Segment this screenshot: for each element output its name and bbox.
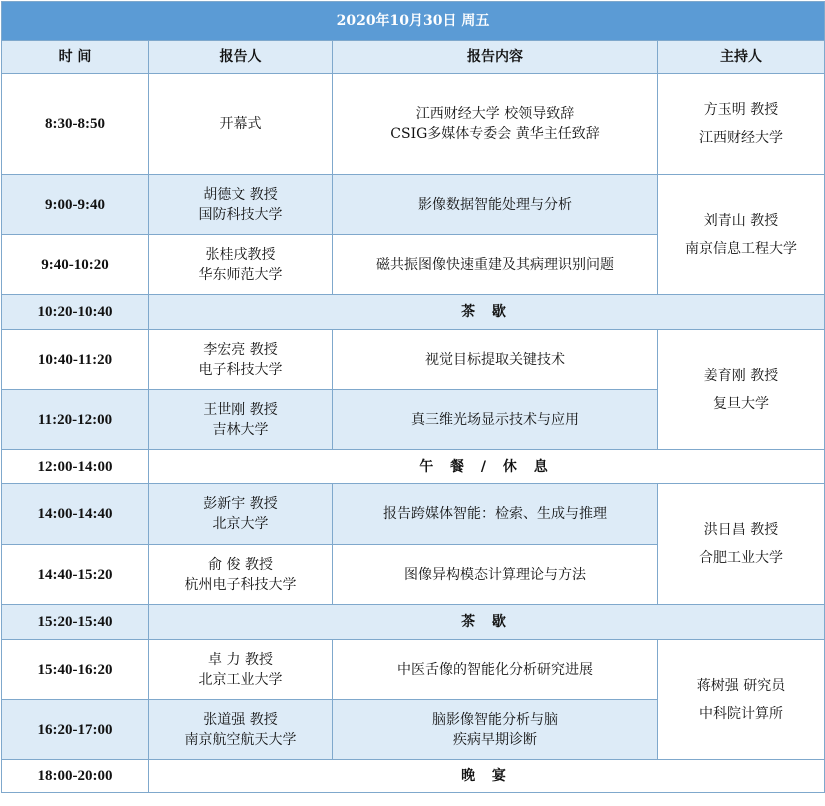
host-cell [658, 484, 825, 605]
time-cell: 8:30-8:50 [2, 74, 149, 175]
speaker-name: 卓 力 教授 [208, 651, 273, 668]
break-label: 晚 宴 [149, 760, 825, 793]
speaker-cell [149, 390, 333, 450]
header-content: 报告内容 [333, 41, 658, 74]
speaker-affiliation: 华东师范大学 [198, 266, 283, 283]
speaker-cell [149, 700, 333, 760]
speaker-name: 胡德文 教授 [203, 186, 278, 203]
content-cell: 报告跨媒体智能：检索、生成与推理 [333, 484, 658, 545]
speaker-name: 彭新宇 教授 [203, 496, 278, 512]
content-cell [333, 74, 658, 175]
host-affiliation: 合肥工业大学 [699, 550, 783, 566]
speaker-name: 王世刚 教授 [203, 401, 278, 418]
content-cell: 图像异构模态计算理论与方法 [333, 545, 658, 605]
host-affiliation: 中科院计算所 [699, 705, 783, 722]
schedule-table [1, 1, 825, 793]
break-label: 茶 歇 [149, 605, 825, 640]
host-affiliation: 南京信息工程大学 [685, 240, 797, 257]
content-cell: 视觉目标提取关键技术 [333, 330, 658, 390]
speaker-affiliation: 国防科技大学 [198, 206, 283, 223]
time-cell: 16:20-17:00 [2, 700, 149, 760]
host-cell [658, 640, 825, 760]
host-name: 蒋树强 研究员 [696, 677, 786, 694]
host-cell [658, 175, 825, 295]
break-label: 茶 歇 [149, 295, 825, 330]
host-name: 方玉明 教授 [703, 102, 779, 118]
content-line: 疾病早期诊断 [453, 731, 537, 748]
header-time: 时 间 [2, 41, 149, 74]
speaker-cell [149, 545, 333, 605]
speaker-affiliation: 北京大学 [212, 516, 269, 532]
host-affiliation: 复旦大学 [713, 395, 769, 412]
host-name: 刘青山 教授 [703, 212, 779, 229]
header-host: 主持人 [658, 41, 825, 74]
speaker-affiliation: 南京航空航天大学 [184, 731, 297, 748]
speaker-cell [149, 235, 333, 295]
time-cell: 10:20-10:40 [2, 295, 149, 330]
schedule-title: 2020年10月30日 周五 [2, 2, 825, 41]
time-cell: 14:00-14:40 [2, 484, 149, 545]
time-cell: 9:00-9:40 [2, 175, 149, 235]
opening-label: 开幕式 [219, 116, 262, 132]
content-line: CSIG多媒体专委会 黄华主任致辞 [390, 126, 600, 142]
speaker-cell [149, 175, 333, 235]
host-name: 姜育刚 教授 [703, 367, 779, 384]
speaker-affiliation: 北京工业大学 [198, 671, 283, 688]
content-line: 脑影像智能分析与脑 [432, 711, 558, 728]
speaker-cell [149, 484, 333, 545]
time-cell: 10:40-11:20 [2, 330, 149, 390]
time-cell: 15:40-16:20 [2, 640, 149, 700]
speaker-name: 张桂戌教授 [205, 246, 276, 263]
content-cell: 影像数据智能处理与分析 [333, 175, 658, 235]
host-cell [658, 74, 825, 175]
speaker-cell [149, 330, 333, 390]
content-cell: 中医舌像的智能化分析研究进展 [333, 640, 658, 700]
speaker-cell [149, 640, 333, 700]
host-affiliation: 江西财经大学 [699, 130, 783, 146]
time-cell: 14:40-15:20 [2, 545, 149, 605]
speaker-cell [149, 74, 333, 175]
host-cell [658, 330, 825, 450]
speaker-name: 俞 俊 教授 [208, 556, 273, 573]
content-cell [333, 700, 658, 760]
header-speaker: 报告人 [149, 41, 333, 74]
time-cell: 11:20-12:00 [2, 390, 149, 450]
break-label: 午 餐 / 休 息 [149, 450, 825, 484]
time-cell: 15:20-15:40 [2, 605, 149, 640]
time-cell: 18:00-20:00 [2, 760, 149, 793]
content-cell: 磁共振图像快速重建及其病理识别问题 [333, 235, 658, 295]
speaker-affiliation: 电子科技大学 [198, 361, 283, 378]
time-cell: 12:00-14:00 [2, 450, 149, 484]
speaker-name: 李宏亮 教授 [203, 341, 278, 358]
speaker-affiliation: 吉林大学 [212, 421, 269, 438]
host-name: 洪日昌 教授 [703, 522, 779, 538]
time-cell: 9:40-10:20 [2, 235, 149, 295]
speaker-affiliation: 杭州电子科技大学 [184, 576, 297, 593]
content-cell: 真三维光场显示技术与应用 [333, 390, 658, 450]
speaker-name: 张道强 教授 [203, 711, 278, 728]
content-line: 江西财经大学 校领导致辞 [415, 106, 575, 122]
